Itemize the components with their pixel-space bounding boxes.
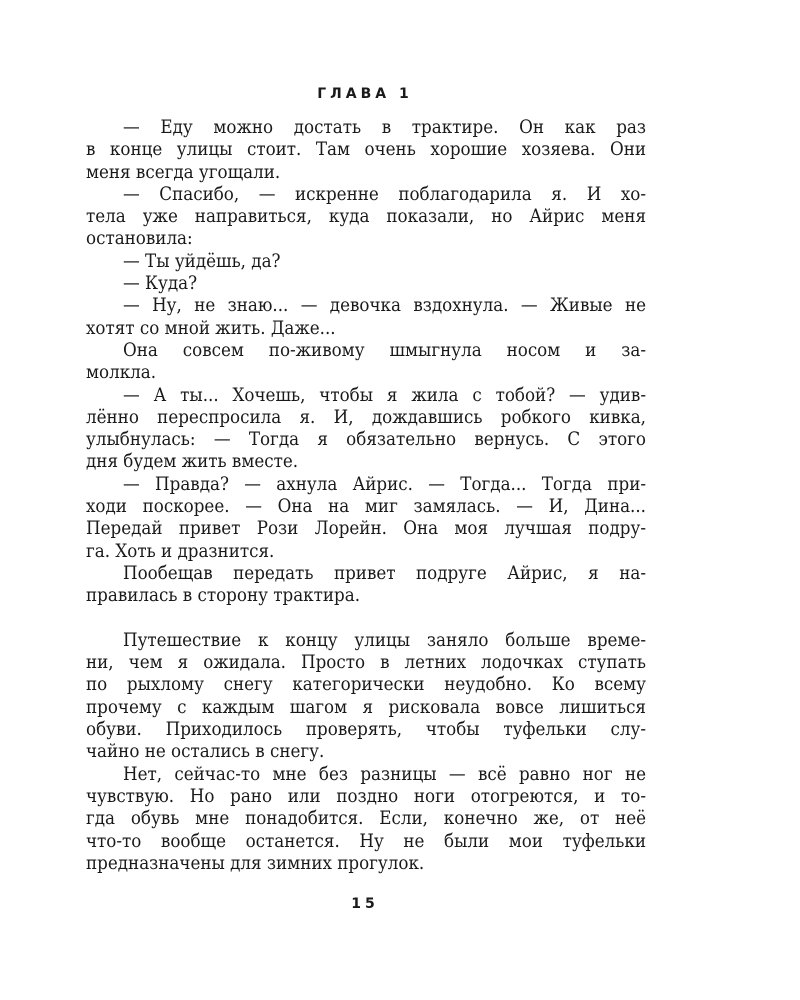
- text-line: лённо переспросила я. И, дождавшись робкого кивка,: [86, 406, 646, 428]
- text-line: Пообещав передать привет подруге Айрис, я на-: [123, 562, 646, 584]
- text-line: предназначены для зимних прогулок.: [86, 852, 425, 874]
- text-line: правилась в сторону трактира.: [86, 585, 361, 607]
- section-break: [86, 608, 646, 630]
- text-line: — Еду можно достать в трактире. Он как раз: [123, 117, 646, 138]
- text-line: га. Хоть и дразнится.: [86, 540, 275, 562]
- text-line: хотят со мной жить. Даже...: [86, 317, 336, 339]
- text-line: — Ну, не знаю... — девочка вздохнула. — Живые не: [123, 295, 646, 317]
- text-line: ходи поскорее. — Она на миг замялась. — И, Дина...: [86, 496, 646, 518]
- text-line: прочему с каждым шагом я рисковала вовсе лишиться: [86, 696, 646, 718]
- text-line: в конце улицы стоит. Там очень хорошие хозяева. Они: [86, 139, 646, 161]
- text-line: что-то вообще останется. Ну не были мои туфельки: [86, 830, 646, 852]
- text-line: дня будем жить вместе.: [86, 451, 299, 473]
- text-line: Передай привет Рози Лорейн. Она моя лучшая подру-: [86, 518, 646, 540]
- text-line: — Спасибо, — искренне поблагодарила я. И хо-: [123, 183, 646, 205]
- text-line: гда обувь мне понадобится. Если, конечно же, от неё: [86, 808, 646, 830]
- text-line: Она совсем по-живому шмыгнула носом и за-: [123, 339, 646, 361]
- text-line: Нет, сейчас-то мне без разницы — всё равно ног не: [123, 763, 646, 785]
- text-line: ни, чем я ожидала. Просто в летних лодочках ступать: [86, 652, 646, 674]
- text-line: обуви. Приходилось проверять, чтобы туфельки слу-: [86, 719, 646, 741]
- text-line: — А ты... Хочешь, чтобы я жила с тобой? — удив-: [123, 384, 646, 406]
- text-line: Путешествие к концу улицы заняло больше време-: [123, 629, 646, 651]
- body-text: [86, 117, 646, 875]
- text-line: остановила:: [86, 228, 193, 250]
- text-line: — Ты уйдёшь, да?: [123, 250, 281, 272]
- running-head: ГЛАВА 1: [317, 86, 413, 102]
- text-line: меня всегда угощали.: [86, 161, 281, 183]
- text-line: молкла.: [86, 362, 157, 384]
- text-line: тела уже направиться, куда показали, но Айрис меня: [86, 206, 646, 228]
- text-line: чувствую. Но рано или поздно ноги отогреются, и то-: [86, 785, 646, 807]
- text-line: — Куда?: [123, 273, 198, 295]
- text-line: по рыхлому снегу категорически неудобно. Ко всему: [86, 674, 646, 696]
- text-line: — Правда? — ахнула Айрис. — Тогда... Тогда при-: [123, 473, 646, 495]
- text-line: улыбнулась: — Тогда я обязательно вернусь. С этого: [86, 429, 646, 451]
- text-line: чайно не остались в снегу.: [86, 741, 325, 763]
- page-number: 15: [351, 896, 379, 912]
